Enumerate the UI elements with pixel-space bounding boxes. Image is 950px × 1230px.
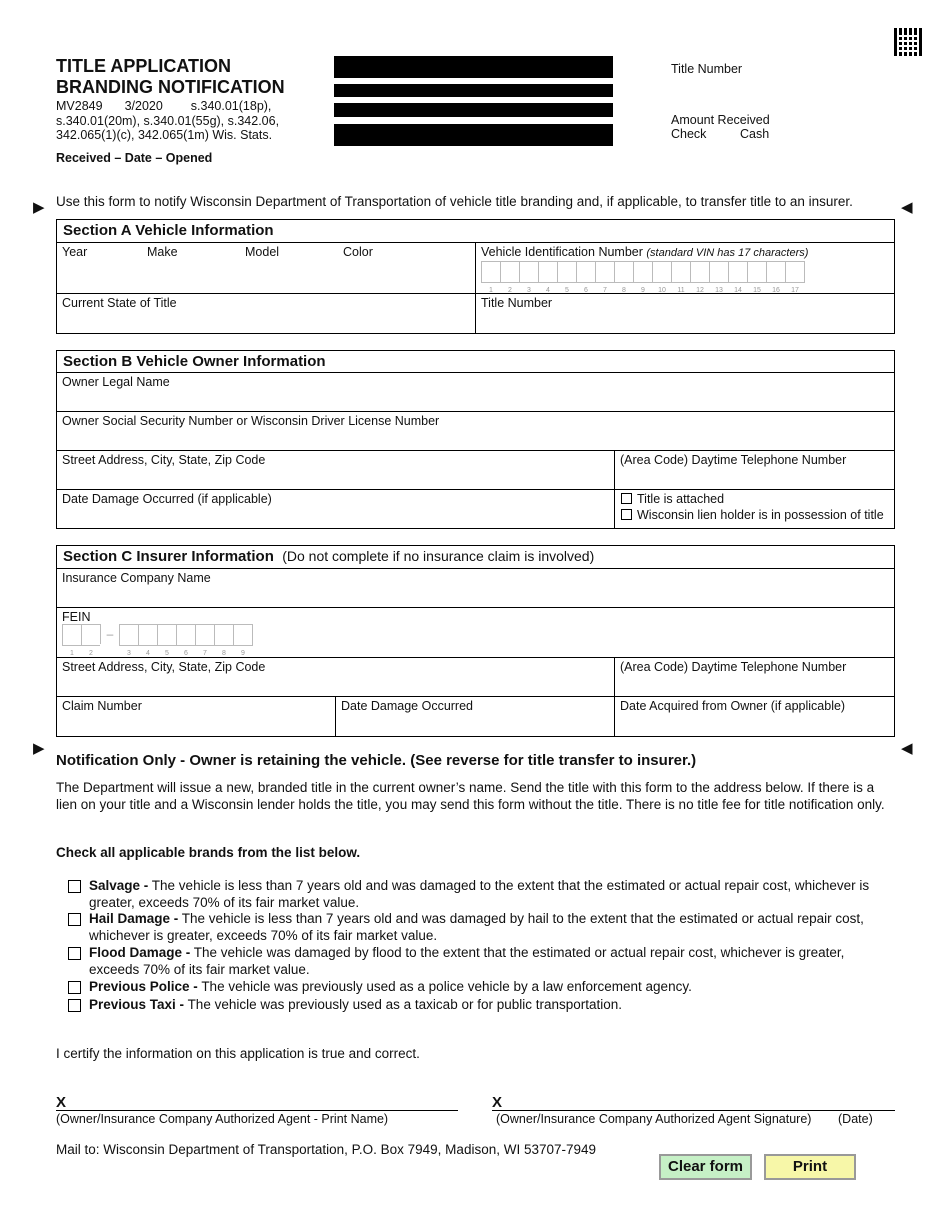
fein-digit-cell[interactable] bbox=[195, 624, 214, 657]
fein-position-number: 3 bbox=[127, 650, 131, 657]
form-date: 3/2020 bbox=[124, 99, 163, 113]
qr-code-icon bbox=[894, 28, 922, 56]
vin-position-number: 11 bbox=[677, 287, 685, 294]
notification-body: The Department will issue a new, branded title in the current owner’s name. Send the title with this form to the address below. If there is a lien on your title and a Wisconsin lender holds the title, you may send this form without the title. There is no title fee for title notification only. bbox=[56, 780, 885, 812]
lien-holder-checkbox[interactable] bbox=[621, 509, 632, 520]
form-id: MV2849 bbox=[56, 99, 103, 113]
divider bbox=[56, 657, 895, 658]
vin-char-cell[interactable] bbox=[614, 261, 633, 294]
vin-position-number: 5 bbox=[565, 287, 569, 294]
divider bbox=[56, 372, 895, 373]
fein-position-number: 4 bbox=[146, 650, 150, 657]
brand-salvage[interactable]: Salvage - The vehicle is less than 7 years old and was damaged to the extent that the estimated or actual repair cost, whichever is greater, exceeds 70% of its fair market value. bbox=[68, 878, 894, 911]
fein-digit-cell[interactable] bbox=[81, 624, 100, 657]
x-mark: X bbox=[56, 1094, 67, 1111]
fein-input[interactable] bbox=[62, 624, 253, 657]
vin-char-cell[interactable] bbox=[500, 261, 519, 294]
fein-digit-cell[interactable] bbox=[119, 624, 138, 657]
fein-position-number: 2 bbox=[89, 650, 93, 657]
redaction-bar bbox=[334, 103, 613, 117]
divider bbox=[335, 696, 336, 737]
fein-position-number: 7 bbox=[203, 650, 207, 657]
divider bbox=[56, 568, 895, 569]
fein-digit-cell[interactable] bbox=[157, 624, 176, 657]
year-field[interactable]: Year bbox=[62, 245, 88, 259]
vin-position-number: 2 bbox=[508, 287, 512, 294]
form-meta bbox=[56, 99, 279, 143]
vin-position-number: 16 bbox=[772, 287, 780, 294]
flood-damage-checkbox[interactable] bbox=[68, 947, 81, 960]
cash-label: Cash bbox=[740, 127, 770, 141]
hail-damage-checkbox[interactable] bbox=[68, 913, 81, 926]
vin-position-number: 3 bbox=[527, 287, 531, 294]
fein-position-number: 9 bbox=[241, 650, 245, 657]
form-title bbox=[56, 56, 285, 98]
fein-position-number: 8 bbox=[222, 650, 226, 657]
left-arrow-icon: ◀ bbox=[901, 740, 913, 757]
vin-position-number: 12 bbox=[696, 287, 704, 294]
vin-position-number: 13 bbox=[715, 287, 723, 294]
divider bbox=[56, 607, 895, 608]
section-a-heading: Section A Vehicle Information bbox=[63, 222, 274, 239]
right-arrow-icon: ▶ bbox=[33, 199, 45, 216]
statutes-1: s.340.01(18p), bbox=[190, 99, 272, 113]
redaction-bar bbox=[334, 124, 613, 146]
vin-label: Vehicle Identification Number (standard VIN has 17 characters) bbox=[481, 245, 809, 259]
vin-char-cell[interactable] bbox=[766, 261, 785, 294]
divider bbox=[56, 489, 895, 490]
brand-flood-damage[interactable]: Flood Damage - The vehicle was damaged by flood to the extent that the estimated or actual repair cost, whichever is greater, exceeds 70% of its fair market value. bbox=[68, 945, 894, 978]
vin-char-cell[interactable] bbox=[671, 261, 690, 294]
fein-position-number: 1 bbox=[70, 650, 74, 657]
right-arrow-icon: ▶ bbox=[33, 740, 45, 757]
check-all-instruction: Check all applicable brands from the list below. bbox=[56, 845, 361, 860]
intro-text: Use this form to notify Wisconsin Department of Transportation of vehicle title branding and, if applicable, to transfer title to an insurer. bbox=[56, 194, 853, 209]
vin-char-cell[interactable] bbox=[747, 261, 766, 294]
signature-line[interactable] bbox=[492, 1110, 895, 1111]
insurance-company-field[interactable]: Insurance Company Name bbox=[62, 571, 211, 585]
redaction-bar bbox=[334, 84, 613, 97]
statutes-3: 342.065(1)(c), 342.065(1m) Wis. Stats. bbox=[56, 128, 273, 142]
vin-position-number: 10 bbox=[658, 287, 666, 294]
statutes-2: s.340.01(20m), s.340.01(55g), s.342.06, bbox=[56, 113, 280, 128]
title-attached-option[interactable]: Title is attached bbox=[621, 492, 724, 506]
vin-input[interactable] bbox=[481, 261, 805, 294]
left-arrow-icon: ◀ bbox=[901, 199, 913, 216]
vin-char-cell[interactable] bbox=[785, 261, 805, 294]
received-label: Received – Date – Opened bbox=[56, 151, 213, 165]
divider bbox=[614, 657, 615, 737]
vin-char-cell[interactable] bbox=[690, 261, 709, 294]
notification-heading: Notification Only - Owner is retaining the vehicle. (See reverse for title transfer to insurer.) bbox=[56, 752, 697, 769]
fein-digit-cell[interactable] bbox=[62, 624, 81, 657]
print-name-line[interactable] bbox=[56, 1110, 458, 1111]
title-attached-checkbox[interactable] bbox=[621, 493, 632, 504]
fein-label: FEIN bbox=[62, 610, 91, 624]
vin-char-cell[interactable] bbox=[557, 261, 576, 294]
divider bbox=[56, 411, 895, 412]
title-line-1: TITLE APPLICATION bbox=[56, 56, 231, 76]
previous-taxi-checkbox[interactable] bbox=[68, 999, 81, 1012]
office-title-number: Title Number bbox=[671, 62, 743, 76]
make-field[interactable]: Make bbox=[147, 245, 178, 259]
brand-previous-police[interactable]: Previous Police - The vehicle was previously used as a police vehicle by a law enforcement agency. bbox=[68, 979, 894, 996]
salvage-checkbox[interactable] bbox=[68, 880, 81, 893]
title-number-field[interactable]: Title Number bbox=[481, 296, 553, 310]
fein-digit-cell[interactable] bbox=[214, 624, 233, 657]
insurer-date-damage-field[interactable]: Date Damage Occurred bbox=[341, 699, 474, 713]
vin-char-cell[interactable] bbox=[633, 261, 652, 294]
title-line-2: BRANDING NOTIFICATION bbox=[56, 77, 285, 97]
vin-char-cell[interactable] bbox=[595, 261, 614, 294]
owner-phone-field[interactable]: (Area Code) Daytime Telephone Number bbox=[620, 453, 847, 467]
amount-received: Amount Received bbox=[671, 113, 770, 127]
owner-name-field[interactable]: Owner Legal Name bbox=[62, 375, 170, 389]
date-acquired-field[interactable]: Date Acquired from Owner (if applicable) bbox=[620, 699, 846, 713]
vin-char-cell[interactable] bbox=[481, 261, 500, 294]
model-field[interactable]: Model bbox=[245, 245, 280, 259]
clear-form-button[interactable]: Clear form bbox=[659, 1154, 752, 1180]
previous-police-checkbox[interactable] bbox=[68, 981, 81, 994]
divider bbox=[475, 242, 476, 334]
insurer-address-field[interactable]: Street Address, City, State, Zip Code bbox=[62, 660, 266, 674]
claim-number-field[interactable]: Claim Number bbox=[62, 699, 142, 713]
signature-label: (Owner/Insurance Company Authorized Agent Signature) bbox=[496, 1112, 812, 1126]
fein-digit-cell[interactable] bbox=[233, 624, 253, 657]
fein-digit-cell[interactable] bbox=[176, 624, 195, 657]
vin-char-cell[interactable] bbox=[576, 261, 595, 294]
color-field[interactable]: Color bbox=[343, 245, 373, 259]
print-name-label: (Owner/Insurance Company Authorized Agent - Print Name) bbox=[56, 1112, 389, 1126]
vin-position-number: 4 bbox=[546, 287, 550, 294]
owner-ssn-field[interactable]: Owner Social Security Number or Wisconsin Driver License Number bbox=[62, 414, 440, 428]
date-label: (Date) bbox=[838, 1112, 873, 1126]
certify-text: I certify the information on this application is true and correct. bbox=[56, 1046, 420, 1061]
vin-char-cell[interactable] bbox=[728, 261, 747, 294]
vin-position-number: 1 bbox=[489, 287, 493, 294]
brand-hail-damage[interactable]: Hail Damage - The vehicle is less than 7 years old and was damaged by hail to the extent that the estimated or actual repair cost, whichever is greater, exceeds 70% of its fair market value. bbox=[68, 911, 894, 944]
current-state-field[interactable]: Current State of Title bbox=[62, 296, 177, 310]
owner-date-damage-field[interactable]: Date Damage Occurred (if applicable) bbox=[62, 492, 272, 506]
vin-char-cell[interactable] bbox=[709, 261, 728, 294]
vin-position-number: 15 bbox=[753, 287, 761, 294]
vin-position-number: 8 bbox=[622, 287, 626, 294]
vin-char-cell[interactable] bbox=[519, 261, 538, 294]
vin-char-cell[interactable] bbox=[538, 261, 557, 294]
mail-to: Mail to: Wisconsin Department of Transportation, P.O. Box 7949, Madison, WI 53707-7949 bbox=[56, 1142, 597, 1157]
divider bbox=[614, 450, 615, 529]
print-button[interactable]: Print bbox=[764, 1154, 856, 1180]
owner-address-field[interactable]: Street Address, City, State, Zip Code bbox=[62, 453, 266, 467]
fein-position-number: 5 bbox=[165, 650, 169, 657]
fein-position-number: 6 bbox=[184, 650, 188, 657]
vin-char-cell[interactable] bbox=[652, 261, 671, 294]
divider bbox=[56, 696, 895, 697]
vin-position-number: 7 bbox=[603, 287, 607, 294]
lien-holder-option[interactable]: Wisconsin lien holder is in possession of title bbox=[621, 508, 884, 522]
fein-digit-cell[interactable] bbox=[138, 624, 157, 657]
vin-position-number: 6 bbox=[584, 287, 588, 294]
section-b-heading: Section B Vehicle Owner Information bbox=[63, 353, 326, 370]
fein-dash: – bbox=[100, 624, 119, 644]
vin-position-number: 17 bbox=[791, 287, 799, 294]
redaction-bar bbox=[334, 56, 613, 78]
x-mark: X bbox=[492, 1094, 503, 1111]
vin-position-number: 14 bbox=[734, 287, 742, 294]
vin-position-number: 9 bbox=[641, 287, 645, 294]
section-c-heading: Section C Insurer Information (Do not complete if no insurance claim is involved) bbox=[63, 548, 595, 565]
divider bbox=[56, 450, 895, 451]
insurer-phone-field[interactable]: (Area Code) Daytime Telephone Number bbox=[620, 660, 847, 674]
brand-previous-taxi[interactable]: Previous Taxi - The vehicle was previously used as a taxicab or for public transportation. bbox=[68, 997, 894, 1014]
check-label: Check bbox=[671, 127, 707, 141]
